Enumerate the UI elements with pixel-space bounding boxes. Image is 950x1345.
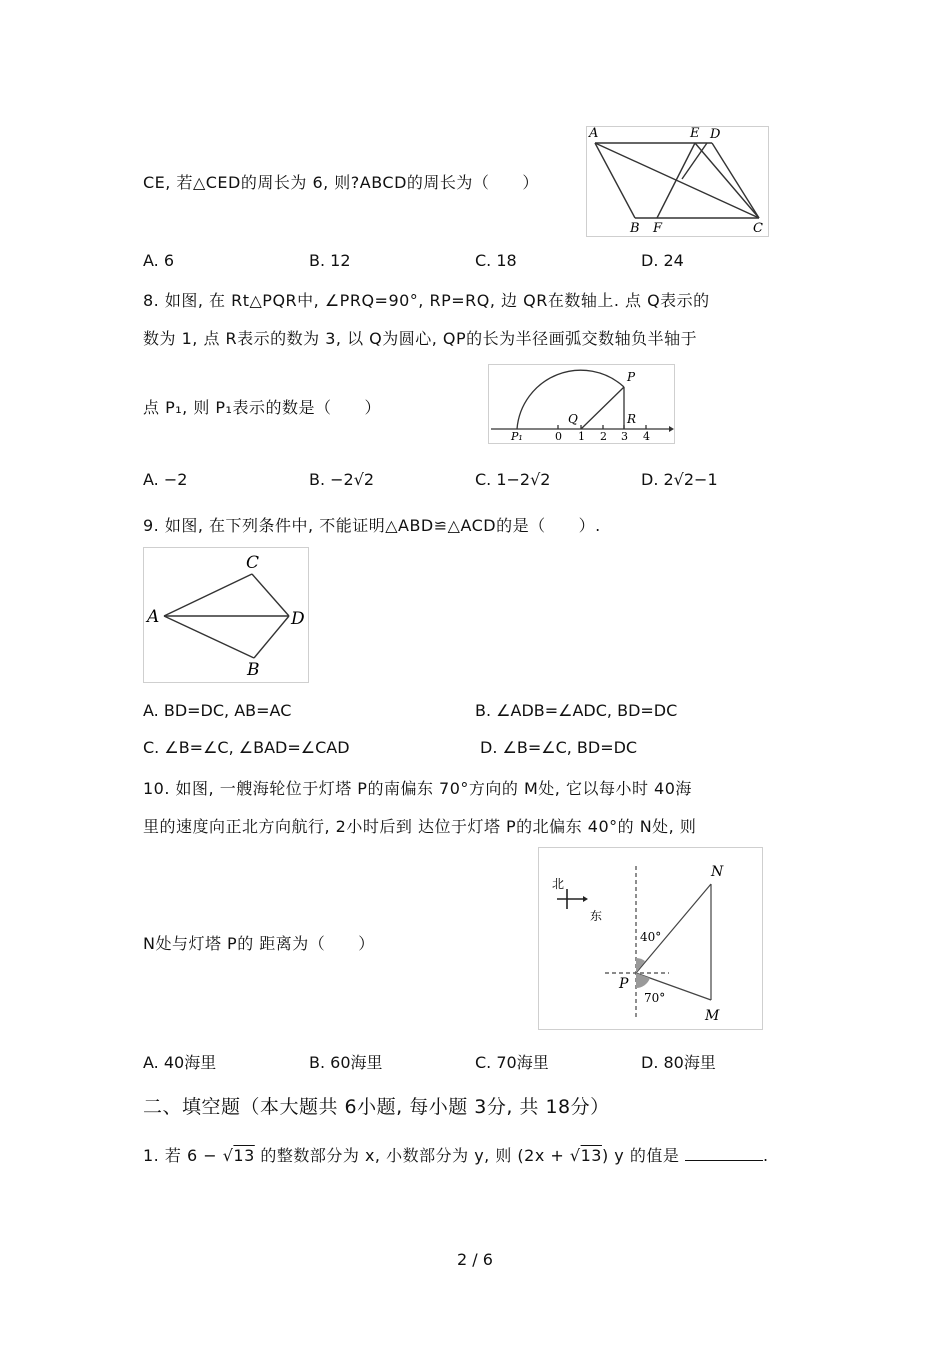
q8-line-1: 8. 如图, 在 Rt△PQR中, ∠PRQ=90°, RP=RQ, 边 QR在数轴上. 点 Q表示的 [143, 291, 710, 310]
section-2-title: 二、填空题（本大题共 6小题, 每小题 3分, 共 18分） [143, 1096, 610, 1118]
fig9-label-c: C [246, 553, 260, 573]
q10-line-1: 10. 如图, 一艘海轮位于灯塔 P的南偏东 70°方向的 M处, 它以每小时 40海 [143, 779, 692, 798]
q7-option-c[interactable]: C. 18 [475, 251, 517, 270]
q10-option-a[interactable]: A. 40海里 [143, 1053, 217, 1072]
q10-option-c[interactable]: C. 70海里 [475, 1053, 549, 1072]
fig10-angle-40: 40° [640, 930, 662, 944]
q7-parallelogram-figure [586, 126, 769, 237]
q9-option-d[interactable]: D. ∠B=∠C, BD=DC [480, 738, 638, 757]
fig8-label-p: P [627, 370, 636, 384]
fig9-label-b: B [247, 660, 260, 680]
q8-option-a[interactable]: A. −2 [143, 470, 188, 489]
q10-lighthouse-figure [538, 847, 763, 1030]
fig8-tick-3: 3 [621, 430, 628, 443]
q9-option-a[interactable]: A. BD=DC, AB=AC [143, 701, 292, 720]
fig10-label-m: M [705, 1008, 720, 1024]
q7-option-d[interactable]: D. 24 [641, 251, 684, 270]
fill1-answer-blank[interactable] [685, 1146, 763, 1161]
q9-option-c[interactable]: C. ∠B=∠C, ∠BAD=∠CAD [143, 738, 350, 757]
fig7-label-b: B [630, 221, 640, 236]
q10-line-3: N处与灯塔 P的 距离为（ ） [143, 934, 375, 953]
fig8-label-p1: P₁ [511, 430, 523, 443]
fig10-label-n: N [711, 864, 724, 880]
fill1-sqrt-13-a: √13 [222, 1146, 255, 1165]
fig9-label-d: D [291, 609, 305, 629]
fig10-east-label: 东 [590, 909, 603, 923]
fill1-sqrt-13-b: √13 [569, 1146, 602, 1165]
fig8-label-r: R [627, 412, 637, 426]
fig7-label-e: E [690, 127, 700, 141]
fig7-label-f: F [653, 221, 663, 236]
q9-kite-figure [143, 547, 309, 683]
q7-stem-tail: CE, 若△CED的周长为 6, 则?ABCD的周长为（ ） [143, 173, 539, 192]
q10-option-b[interactable]: B. 60海里 [309, 1053, 383, 1072]
fig8-label-q: Q [568, 412, 578, 426]
q7-option-a[interactable]: A. 6 [143, 251, 175, 270]
fig8-tick-4: 4 [643, 430, 650, 443]
fig7-label-d: D [710, 127, 721, 142]
q8-line-2: 数为 1, 点 R表示的数为 3, 以 Q为圆心, QP的长为半径画弧交数轴负半轴于 [143, 329, 698, 348]
q10-option-d[interactable]: D. 80海里 [641, 1053, 716, 1072]
q8-line-3: 点 P₁, 则 P₁表示的数是（ ） [143, 398, 381, 417]
fill1-end: . [762, 1146, 769, 1165]
q8-number-line-figure [488, 364, 675, 444]
fig9-label-a: A [147, 607, 160, 627]
q9-option-b[interactable]: B. ∠ADB=∠ADC, BD=DC [475, 701, 678, 720]
fig8-tick-2: 2 [600, 430, 607, 443]
fig10-angle-70: 70° [644, 991, 666, 1005]
q7-option-b[interactable]: B. 12 [309, 251, 351, 270]
fill1-mid: 的整数部分为 x, 小数部分为 y, 则 (2x + [260, 1146, 565, 1165]
fig8-tick-0: 0 [555, 430, 562, 443]
page-number: 2 / 6 [457, 1250, 493, 1269]
fig10-north-label: 北 [552, 877, 565, 891]
q8-option-b[interactable]: B. −2√2 [309, 470, 375, 489]
fig7-label-a: A [589, 127, 599, 141]
fig7-label-c: C [753, 221, 763, 236]
fill1-prefix: 1. 若 6 − [143, 1146, 218, 1165]
q9-line-1: 9. 如图, 在下列条件中, 不能证明△ABD≌△ACD的是（ ）. [143, 516, 601, 535]
fill-question-1 [143, 1143, 769, 1166]
q8-option-d[interactable]: D. 2√2−1 [641, 470, 718, 489]
fig10-label-p: P [619, 976, 629, 992]
fill1-suffix: ) y 的值是 [601, 1146, 680, 1165]
q8-option-c[interactable]: C. 1−2√2 [475, 470, 551, 489]
fig8-tick-1: 1 [578, 430, 585, 443]
q10-line-2: 里的速度向正北方向航行, 2小时后到 达位于灯塔 P的北偏东 40°的 N处, 则 [143, 817, 697, 836]
